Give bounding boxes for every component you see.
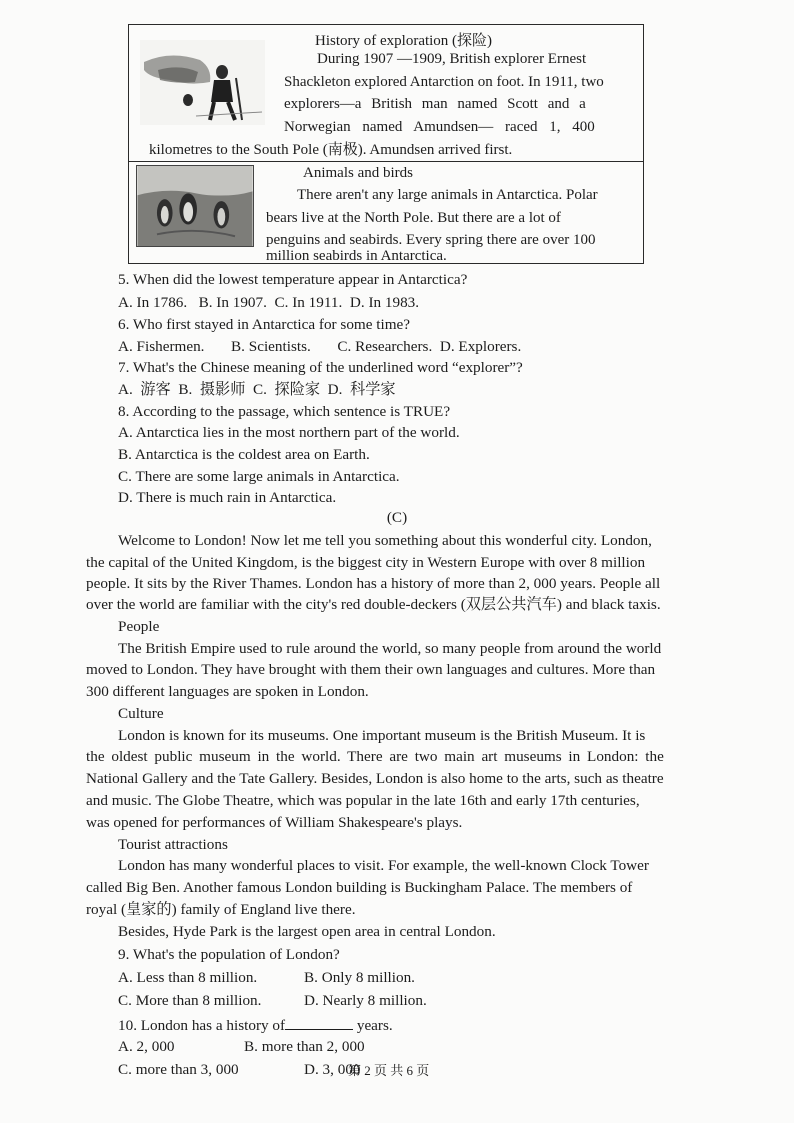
question-6: 6. Who first stayed in Antarctica for some time?: [118, 316, 410, 333]
question-8-option-c: C. There are some large animals in Antarctica.: [118, 468, 400, 485]
people-heading: People: [118, 618, 160, 635]
box-divider: [129, 161, 643, 162]
intro-line-3: people. It sits by the River Thames. London has a history of more than 2, 000 years. People all: [86, 575, 661, 592]
section-c-label: (C): [386, 509, 408, 526]
section1-line-5: kilometres to the South Pole (南极). Amundsen arrived first.: [149, 142, 513, 158]
page-footer: 第 2 页 共 6 页: [348, 1063, 430, 1078]
question-10-prefix: 10. London has a history of: [118, 1017, 286, 1034]
intro-line-2: the capital of the United Kingdom, is the biggest city in Western Europe with over 8 million: [86, 554, 646, 571]
tourist-heading: Tourist attractions: [118, 836, 228, 853]
tourist-line-1: London has many wonderful places to visit. For example, the well-known Clock Tower: [118, 857, 649, 874]
question-9-option-a: A. Less than 8 million.: [118, 969, 258, 986]
question-8: 8. According to the passage, which sentence is TRUE?: [118, 403, 451, 420]
section2-line-3: penguins and seabirds. Every spring there are over 100: [266, 232, 596, 248]
section1-line-4: Norwegian named Amundsen— raced 1, 400: [284, 119, 595, 135]
section2-line-2: bears live at the North Pole. But there are a lot of: [266, 210, 561, 226]
question-10-option-b: B. more than 2, 000: [244, 1038, 365, 1055]
question-8-option-b: B. Antarctica is the coldest area on Earth.: [118, 446, 370, 463]
section1-title: History of exploration (探险): [315, 33, 493, 49]
penguins-photo: [136, 165, 254, 247]
question-8-option-d: D. There is much rain in Antarctica.: [118, 489, 337, 506]
intro-line-1: Welcome to London! Now let me tell you something about this wonderful city. London,: [118, 532, 652, 549]
culture-line-4: and music. The Globe Theatre, which was popular in the late 16th and early 17th centuries,: [86, 792, 640, 809]
people-line-3: 300 different languages are spoken in London.: [86, 683, 369, 700]
section2-line-4: million seabirds in Antarctica.: [266, 248, 447, 264]
people-line-2: moved to London. They have brought with them their own languages and cultures. More than: [86, 661, 656, 678]
tourist-line-2: called Big Ben. Another famous London building is Buckingham Palace. The members of: [86, 879, 633, 896]
tourist-line-4: Besides, Hyde Park is the largest open area in central London.: [118, 923, 496, 940]
culture-line-1: London is known for its museums. One important museum is the British Museum. It is: [118, 727, 646, 744]
section1-line-3: explorers—a British man named Scott and a: [284, 96, 586, 112]
people-line-1: The British Empire used to rule around the world, so many people from around the world: [118, 640, 662, 657]
question-10-suffix: years.: [353, 1017, 393, 1034]
section2-title: Animals and birds: [303, 165, 413, 181]
question-9-option-d: D. Nearly 8 million.: [304, 992, 427, 1009]
question-6-options: A. Fishermen. B. Scientists. C. Researchers. D. Explorers.: [118, 338, 522, 355]
question-10-option-c: C. more than 3, 000: [118, 1061, 239, 1078]
question-8-option-a: A. Antarctica lies in the most northern part of the world.: [118, 424, 460, 441]
section1-line-2: Shackleton explored Antarction on foot. In 1911, two: [284, 74, 604, 90]
culture-line-5: was opened for performances of William Shakespeare's plays.: [86, 814, 463, 831]
tourist-line-3: royal (皇家的) family of England live there.: [86, 901, 356, 918]
intro-line-4: over the world are familiar with the city's red double-deckers (双层公共汽车) and black taxis.: [86, 596, 661, 613]
question-5-options: A. In 1786. B. In 1907. C. In 1911. D. In 1983.: [118, 294, 420, 311]
culture-line-3: National Gallery and the Tate Gallery. Besides, London is also home to the arts, such as theatre: [86, 770, 664, 787]
question-9-option-c: C. More than 8 million.: [118, 992, 262, 1009]
culture-heading: Culture: [118, 705, 164, 722]
question-5: 5. When did the lowest temperature appear in Antarctica?: [118, 271, 468, 288]
question-7-options: A. 游客 B. 摄影师 C. 探险家 D. 科学家: [118, 381, 396, 398]
section2-line-1: There aren't any large animals in Antarctica. Polar: [297, 187, 598, 203]
question-10-option-d: D. 3, 000: [304, 1061, 361, 1078]
question-9-option-b: B. Only 8 million.: [304, 969, 415, 986]
explorer-photo: [140, 40, 265, 125]
section1-line-1: During 1907 —1909, British explorer Ernest: [317, 51, 587, 67]
answer-blank[interactable]: [285, 1016, 353, 1030]
culture-line-2: the oldest public museum in the world. There are two main art museums in London: the: [86, 748, 664, 765]
question-10-option-a: A. 2, 000: [118, 1038, 175, 1055]
question-7: 7. What's the Chinese meaning of the underlined word “explorer”?: [118, 359, 523, 376]
question-10: [118, 1016, 393, 1033]
question-9: 9. What's the population of London?: [118, 946, 340, 963]
